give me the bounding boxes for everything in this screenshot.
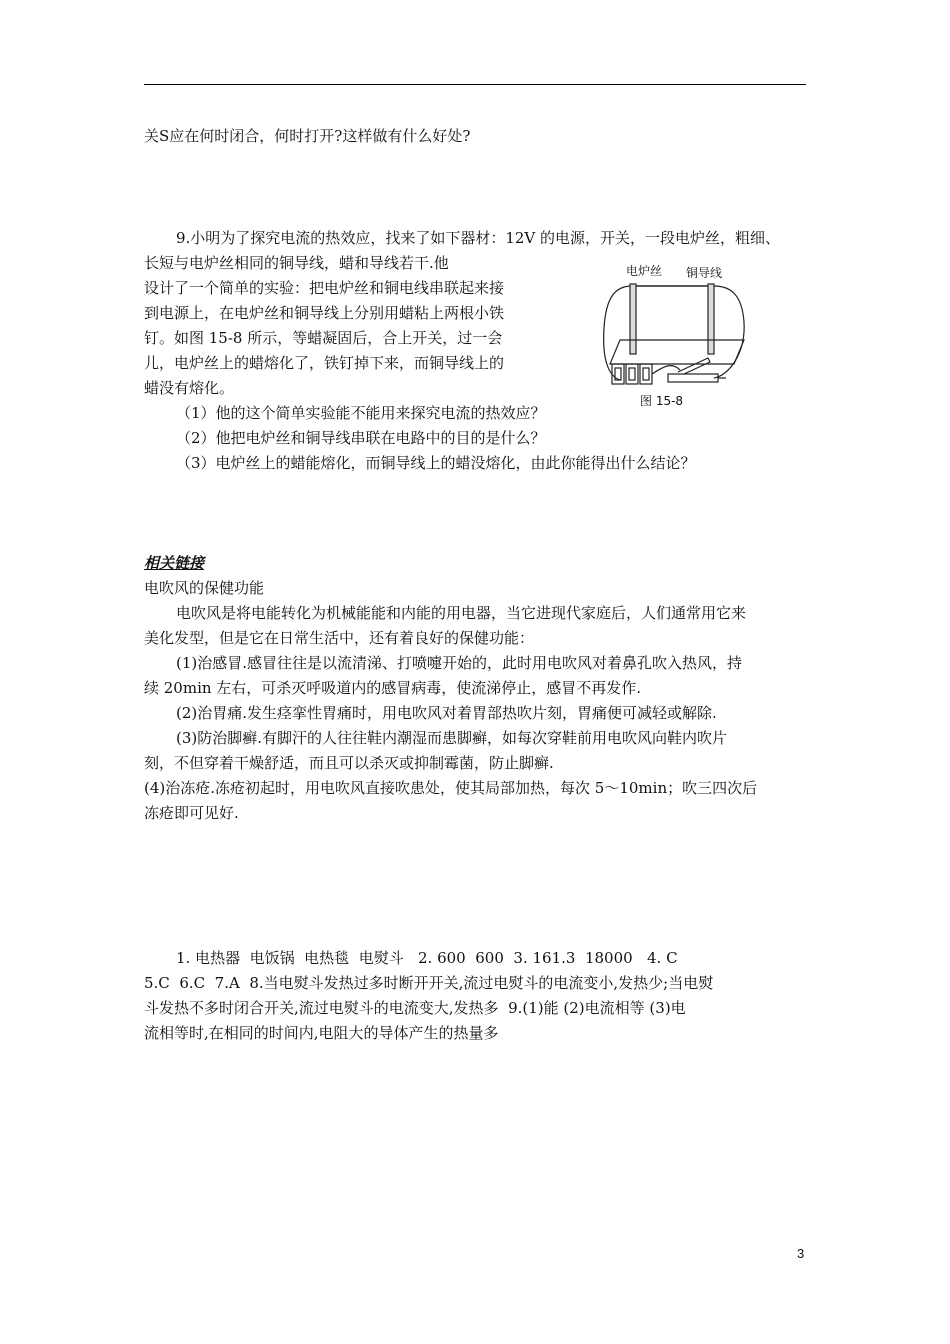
- page-number: 3: [797, 1246, 805, 1261]
- question-9-line: 蜡没有熔化。: [144, 379, 235, 397]
- question-9-sub-2: （2）他把电炉丝和铜导线串联在电路中的目的是什么？: [176, 429, 546, 447]
- related-link-title: 电吹风的保健功能: [144, 579, 265, 597]
- answers-line: 1. 电热器 电饭锅 电热毯 电熨斗 2. 600 600 3. 161.3 18000 4. C: [176, 949, 678, 967]
- question-9-sub-1: （1）他的这个简单实验能不能用来探究电流的热效应？: [176, 404, 546, 422]
- question-9-line: 钉。如图 15-8 所示，等蜡凝固后，合上开关，过一会: [144, 329, 503, 347]
- question-9-line: 9.小明为了探究电流的热效应，找来了如下器材：12V 的电源，开关，一段电炉丝，粗细、: [176, 229, 781, 247]
- figure-label-heating-wire: 电炉丝: [626, 264, 663, 278]
- related-link-item-3: 刻，不但穿着干燥舒适，而且可以杀灭或抑制霉菌，防止脚癣.: [144, 754, 554, 772]
- answers-line: 流相等时,在相同的时间内,电阻大的导体产生的热量多: [144, 1024, 499, 1042]
- question-9-line: 儿，电炉丝上的蜡熔化了，铁钉掉下来，而铜导线上的: [144, 354, 505, 372]
- related-link-item-4: 冻疮即可见好.: [144, 804, 239, 822]
- related-link-item-1: (1)治感冒.感冒往往是以流清涕、打喷嚏开始的，此时用电吹风对着鼻孔吹入热风，持: [176, 654, 743, 672]
- question-8-tail: 关S应在何时闭合，何时打开?这样做有什么好处?: [144, 127, 471, 145]
- answers-line: 斗发热不多时闭合开关,流过电熨斗的电流变大,发热多 9.(1)能 (2)电流相等 (3)电: [144, 999, 686, 1017]
- related-link-paragraph: 美化发型，但是它在日常生活中，还有着良好的保健功能：: [144, 629, 535, 647]
- question-9-sub-3: （3）电炉丝上的蜡能熔化，而铜导线上的蜡没熔化，由此你能得出什么结论？: [176, 454, 696, 472]
- related-link-heading: 相关链接: [144, 554, 205, 572]
- header-rule: [144, 84, 806, 85]
- figure-15-8: [598, 258, 750, 408]
- answers-line: 5.C 6.C 7.A 8.当电熨斗发热过多时断开开关,流过电熨斗的电流变小,发热少;当电熨: [144, 974, 714, 992]
- figure-label-copper-wire: 铜导线: [686, 266, 723, 280]
- question-9-line: 设计了一个简单的实验：把电炉丝和铜电线串联起来接: [144, 279, 505, 297]
- question-9-line: 长短与电炉丝相同的铜导线，蜡和导线若干.他: [144, 254, 449, 272]
- related-link-item-4: (4)治冻疮.冻疮初起时，用电吹风直接吹患处，使其局部加热，每次 5～10min；吹三四次后: [144, 779, 758, 797]
- related-link-paragraph: 电吹风是将电能转化为机械能能和内能的用电器，当它进现代家庭后，人们通常用它来: [176, 604, 747, 622]
- figure-caption: 图 15-8: [640, 394, 684, 408]
- related-link-item-1: 续 20min 左右，可杀灭呼吸道内的感冒病毒，使流涕停止，感冒不再发作.: [144, 679, 642, 697]
- related-link-item-3: (3)防治脚癣.有脚汗的人往往鞋内潮湿而患脚癣，如每次穿鞋前用电吹风向鞋内吹片: [176, 729, 728, 747]
- circuit-diagram: [598, 278, 750, 388]
- related-link-item-2: (2)治胃痛.发生痉挛性胃痛时，用电吹风对着胃部热吹片刻，胃痛便可减轻或解除.: [176, 704, 717, 722]
- question-9-line: 到电源上，在电炉丝和铜导线上分别用蜡粘上两根小铁: [144, 304, 505, 322]
